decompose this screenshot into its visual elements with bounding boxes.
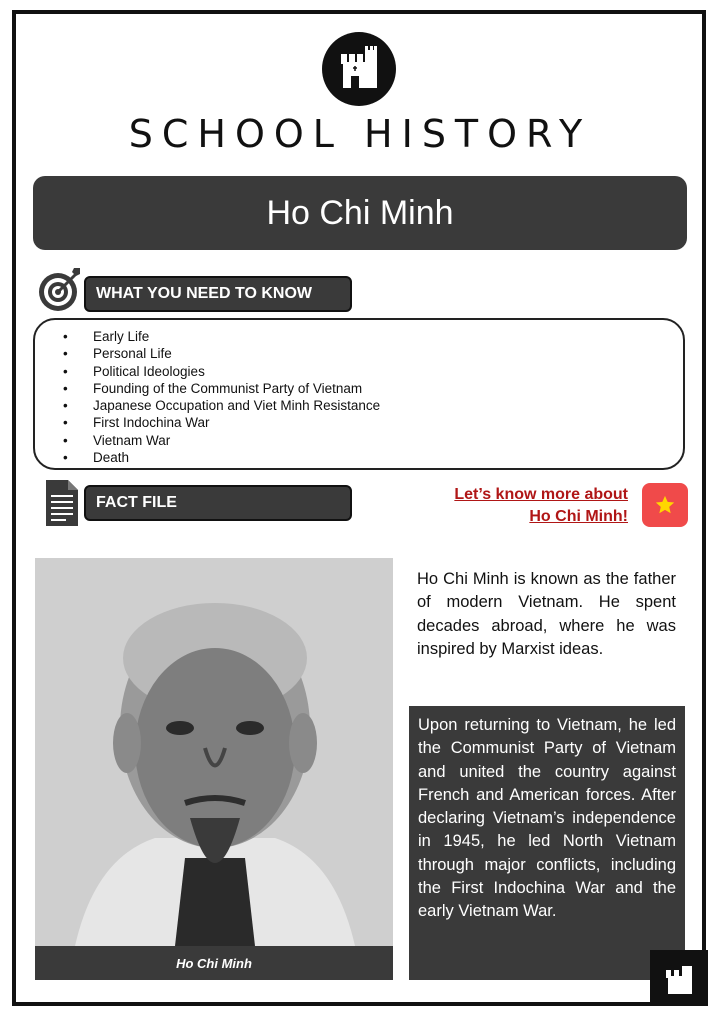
topic-item: • Founding of the Communist Party of Vietnam — [63, 380, 380, 397]
topic-item: • Early Life — [63, 328, 380, 345]
portrait-photo — [35, 558, 393, 946]
need-to-know-heading: WHAT YOU NEED TO KNOW — [84, 276, 352, 312]
castle-icon — [322, 32, 396, 106]
document-icon — [44, 478, 80, 528]
topic-item: • Death — [63, 449, 380, 466]
castle-icon — [650, 950, 708, 1006]
promo-line-2: Ho Chi Minh! — [529, 508, 628, 525]
topic-item: • Japanese Occupation and Viet Minh Resistance — [63, 397, 380, 414]
target-icon — [36, 264, 86, 314]
summary-paragraph: Upon returning to Vietnam, he led the Communist Party of Vietnam and united the country against French and American forces. After declaring Vietnam’s independence in 1945, he led North Vietnam through major conflicts, including the First Indochina War and the early Vietnam War. — [418, 716, 676, 921]
topic-item: • Vietnam War — [63, 432, 380, 449]
portrait-caption: Ho Chi Minh — [35, 946, 393, 980]
fact-file-heading: FACT FILE — [84, 485, 352, 521]
promo-line-1: Let’s know more about — [454, 486, 628, 503]
topics-box — [33, 318, 685, 470]
intro-paragraph: Ho Chi Minh is known as the father of modern Vietnam. He spent decades abroad, where he was inspired by Marxist ideas. — [417, 570, 676, 658]
summary-box — [409, 706, 685, 980]
topic-item: • First Indochina War — [63, 414, 380, 431]
topic-item: • Political Ideologies — [63, 363, 380, 380]
school-history-logo — [322, 32, 396, 106]
star-button[interactable] — [642, 483, 688, 527]
star-icon — [654, 494, 676, 516]
promo-link[interactable] — [420, 484, 628, 528]
topics-list — [63, 328, 380, 466]
brand-name: SCHOOL HISTORY — [128, 112, 592, 156]
corner-logo — [650, 950, 708, 1006]
page-title: Ho Chi Minh — [33, 176, 687, 250]
topic-item: • Personal Life — [63, 345, 380, 362]
